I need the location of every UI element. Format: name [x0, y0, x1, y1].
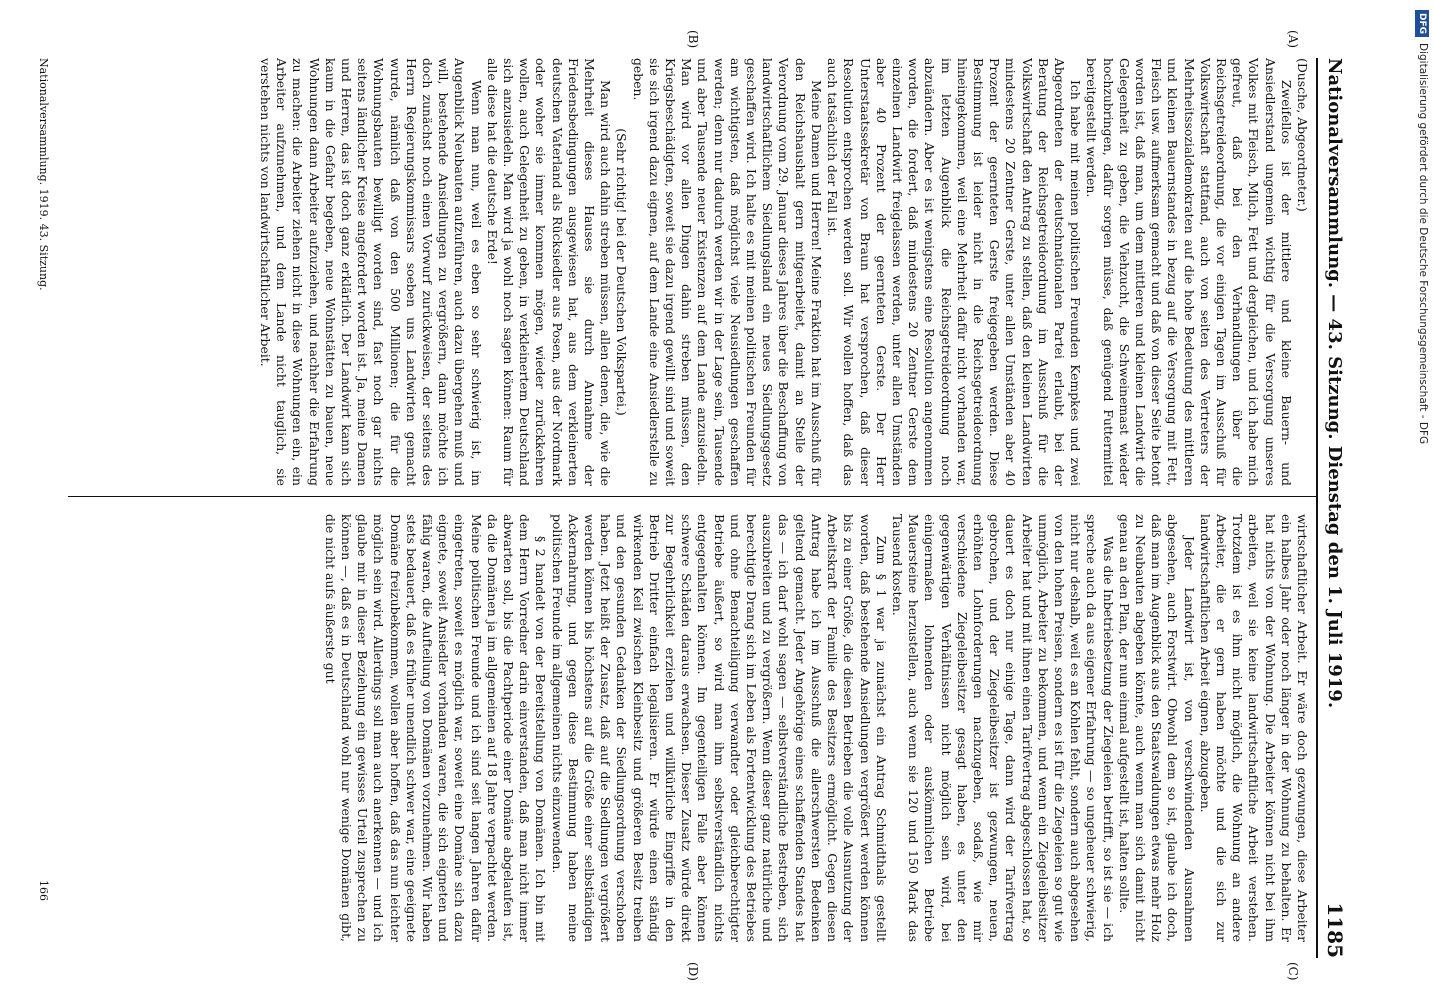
paragraph: Meine Damen und Herren! Meine Fraktion hat im Ausschuß für den Reichshaushalt gern mitgearbeitet, damit an Stelle der Verordnung vom 29. Januar dieses Jahres über die Beschaffung von landwirtschaftlichem Siedlungsland ein neues Siedlungsgesetz geschaffen wird. Ich halte es mit meinen politischen Freunden für am wichtigsten, daß möglichst viele Neusiedlungen geschaffen werden; denn nur dadurch werden wir in der Lage sein, Tausende und aber Tausende neuer Existenzen auf dem Lande anzusiedeln. Man wird vor allen Dingen dahin streben müssen, den Kriegsbeschädigten, soweit sie dazu irgend gewillt sind und soweit sie sich irgend dazu eignen, auf dem Lande eine Ansiedlerstelle zu geben.	[630, 58, 824, 486]
page-number: 1185	[1323, 902, 1347, 958]
footer-sheet-number: 166	[37, 880, 50, 901]
dfg-side-note	[1415, 10, 1431, 1000]
paragraph: § 2 handelt von der Bereitstellung von Domänen. Ich bin mit dem Herrn Vorredner darin einverstanden, daß man nicht immer abwarten soll, bis die Pachtperiode einer Domäne abgelaufen ist, da die Domänen ja im allgemeinen auf 18 Jahre verpachtet werden. Meine politischen Freunde und ich sind seit langen Jahren dafür eingetreten, soweit es möglich war, soweit eine Domäne sich dazu eignete, soweit Ansiedler vorhanden waren, die sich eigneten und fähig waren, die Aufteilung von Domänen vorzunehmen. Wir haben stets bedauert, daß es früher unendlich schwer war, eine geeignete Domäne freizubekommen, wollen aber hoffen, daß das nun leichter möglich sein wird. Allerdings soll man auch anerkennen — und ich glaube mir in dieser Beziehung ein gewisses Urteil zusprechen zu können —, daß es in Deutschland wohl nur wenige Domänen gibt, die nicht aufs äußerste gut	[322, 514, 549, 942]
right-column	[60, 514, 1310, 942]
speaker-label: (Dusche, Abgeordneter.)	[1295, 58, 1310, 212]
header-title: Nationalversammlung. — 43. Sitzung. Dienstag den 1. Juli 1919.	[1324, 58, 1346, 709]
paragraph: Zweifellos ist der mittlere und kleine Bauern- und Ansiedlerstand ungemein wichtig für die Versorgung unseres Volkes mit Fleisch, Milch, Fett und dergleichen, und ich habe mich gefreut, daß bei den Verhandlungen über die Reichsgetreideordnung, die vor einigen Tagen im Ausschuß für Volkswirtschaft stattfand, auch von seiten des Vertreters der Mehrheitssozialdemokraten auf die hohe Bedeutung des mittleren und kleinen Bauernstandes in bezug auf die Versorgung mit Fett, Fleisch usw. aufmerksam gemacht und daß von dieser Seite betont worden ist, daß man, um dem mittleren und kleinen Landwirt die Gelegenheit zu geben, die Viehzucht, die Schweinemast wieder hochzubringen, dafür sorgen müsse, daß genügend Futtermittel bereitgestellt werden.	[1084, 58, 1294, 486]
paragraph: Jeder Landwirt ist, von verschwindenden Ausnahmen abgesehen, auch Forstwirt. Obwohl dem so ist, glaube ich doch, daß man im Augenblick aus den Staatswaldungen etwas mehr Holz zu Neubauten abgeben könnte, auch wenn man sich damit nicht genau an den Plan, der nun einmal aufgestellt ist, halten sollte.	[1116, 514, 1197, 942]
column-divider	[68, 496, 1318, 497]
left-column	[60, 58, 1310, 486]
paragraph: Man wird auch dahin streben müssen, allen denen, die, wie die Mehrheit dieses Hauses sie durch Annahme der Friedensbedingungen ausgewiesen hat, aus dem verkleinerten deutschen Vaterland als Rücksiedler aus Posen, aus der Nordmark oder woher sie immer kommen mögen, wieder zurückkehren wollen, auch Gelegenheit zu geben, in verkleinertem Deutschland sich anzusiedeln. Man wird ja wohl noch sagen können: Raum für alle diese hat die deutsche Erde!	[484, 58, 614, 486]
interjection: (Sehr richtig! bei der Deutschen Volkspartei.)	[614, 128, 630, 416]
paragraph: Was die Inbetriebsetzung der Ziegeleien betrifft, so ist sie — ich spreche auch da aus eigener Erfahrung — so ungeheuer schwierig, nicht nur deshalb, weil es an Kohlen fehlt, sondern auch abgesehen von den hohen Preisen, sondern es ist für die Ziegeleien so gut wie unmöglich, Arbeiter zu bekommen, und wenn ein Ziegeleibesitzer Arbeiter hat und mit ihnen einen Tarifvertrag abgeschlossen hat, so dauert es doch nur einige Tage, dann wird der Tarifvertrag gebrochen, und der Ziegeleibesitzer ist gezwungen, neuen, erhöhten Lohnforderungen nachzugeben, sodaß, wie mir verschiedene Ziegeleibesitzer gesagt haben, es unter den gegenwärtigen Verhältnissen nicht möglich sein wird, bei einigermaßen lohnenden oder auskömmlichen Betriebe Mauersteine herzustellen, auch wenn sie 120 und 150 Mark das Tausend kosten.	[889, 514, 1116, 942]
dfg-logo-icon: DFG	[1415, 10, 1429, 37]
paragraph: Wenn man nun, weil es eben so sehr schwierig ist, im Augenblick Neubauten aufzuführen, auch dazu übergehen muß und will, bestehende Ansiedlungen zu vergrößern, dann möchte ich doch zunächst noch einen Vorwurf zurückweisen, der seitens des Herrn Regierungskommissars soeben uns Landwirten gemacht wurde, nämlich daß von den 500 Millionen; die für die Wohnungsbauten bewilligt worden sind, fast noch gar nichts seitens ländlicher Kreise angefordert worden ist. Ja, meine Damen und Herren, das ist doch ganz erklärlich. Der Landwirt kann sich kaum in die Gefahr begeben, neue Wohnstätten zu bauen, neue Wohnungen dann Arbeiter aufzuziehen, und nachher die Erfahrung zu machen: die Arbeiter ziehen nicht in diese Wohnungen ein, ein Arbeiter aufzunehmen, und dem Lande nicht tauglich, sie verstehen nichts von landwirtschaftlicher Arbeit.	[258, 58, 484, 486]
margin-marker-c: (C)	[1286, 962, 1300, 981]
margin-marker-b: (B)	[686, 30, 700, 49]
footer-left: Nationalversammlung. 1919. 43. Sitzung.	[37, 58, 50, 291]
paragraph: Zum § 1 war ja zunächst ein Antrag Schmidthals gestellt worden, daß bestehende Ansiedlungen vergrößert werden können bis zu einer Größe, die diesen Betrieben die volle Ausnutzung der Arbeitskraft der Familie des Besitzers ermöglicht. Gegen diesen Antrag habe ich im Ausschuß die allerschwersten Bedenken geltend gemacht. Jeder Angehörige eines schaffenden Standes hat das — ich darf wohl sagen — selbstverständliche Bestreben, sich auszubreiten und zu vergrößern. Wenn dieser ganz natürliche und berechtigte Drang sich im Leben als Fortentwicklung des Betriebes und ohne Benachteiligung verwandter oder gleichberechtigter Betriebe äußert, so wird man ihm selbstverständlich nichts entgegenhalten können. Im gegenteiligen Falle aber können schwere Schäden daraus erwachsen. Dieser Zusatz würde direkt zur Begehrlichkeit erziehen und willkürliche Eingriffe in den Betrieb Dritter einfach legalisieren. Er würde einen ständig wirkenden Keil zwischen Kleinbesitz und größeren Besitz treiben und den gesunden Gedanken der Siedlungsordnung verschoben haben. Jetzt heißt der Zusatz, daß auf die Siedlungen vergrößert werden können bis höchstens auf die Größe einer selbständigen Ackernahrung, und gegen diese Bestimmung haben meine politischen Freunde im allgemeinen nichts einzuwenden.	[549, 514, 889, 942]
margin-marker-d: (D)	[686, 962, 700, 981]
margin-marker-a: (A)	[1286, 30, 1300, 49]
paragraph: wirtschaftlicher Arbeit. Er wäre doch gezwungen, diese Arbeiter ein halbes Jahr oder noch länger in der Wohnung zu behalten. Er hat nichts von der Wohnung. Die Arbeiter können nicht bei ihm arbeiten, weil sie keine landwirtschaftliche Arbeit verstehen. Trotzdem ist es ihm nicht möglich, die Wohnung an andere Arbeiter, die er gern haben möchte und die sich zur landwirtschaftlichen Arbeit eignen, abzugeben.	[1197, 514, 1310, 942]
page-header	[1316, 58, 1352, 958]
dfg-note-text: Digitalisierung gefördert durch die Deutsche Forschungsgemeinschaft - DFG	[1417, 43, 1429, 445]
paragraph: Ich habe mit meinen politischen Freunden Kempkes und zwei Abgeordneten der deutschnationalen Partei erlaubt, bei der Beratung der Reichsgetreideordnung im Ausschuß für die Volkswirtschaft den Antrag zu stellen, daß den kleinen Landwirten mindestens 20 Zentner Gerste, unter allen Umständen aber 40 Prozent der geernteten Gerste freigegeben werden. Diese Bestimmung ist leider nicht in die Reichsgetreideordnung hineingekommen, weil eine Mehrheit dafür nicht vorhanden war, im letzten Augenblick die Reichsgetreideordnung noch abzuändern. Aber es ist wenigstens eine Resolution angenommen worden, die fordert, daß mindestens 20 Zentner Gerste dem einzelnen Landwirt freigelassen werden, unter allen Umständen aber 40 Prozent der geernteten Gerste. Der Herr Unterstaatssekretär von Braun hat versprochen, daß dieser Resolution entsprochen werden soll. Wir wollen hoffen, daß das auch tatsächlich der Fall ist.	[825, 58, 1084, 486]
